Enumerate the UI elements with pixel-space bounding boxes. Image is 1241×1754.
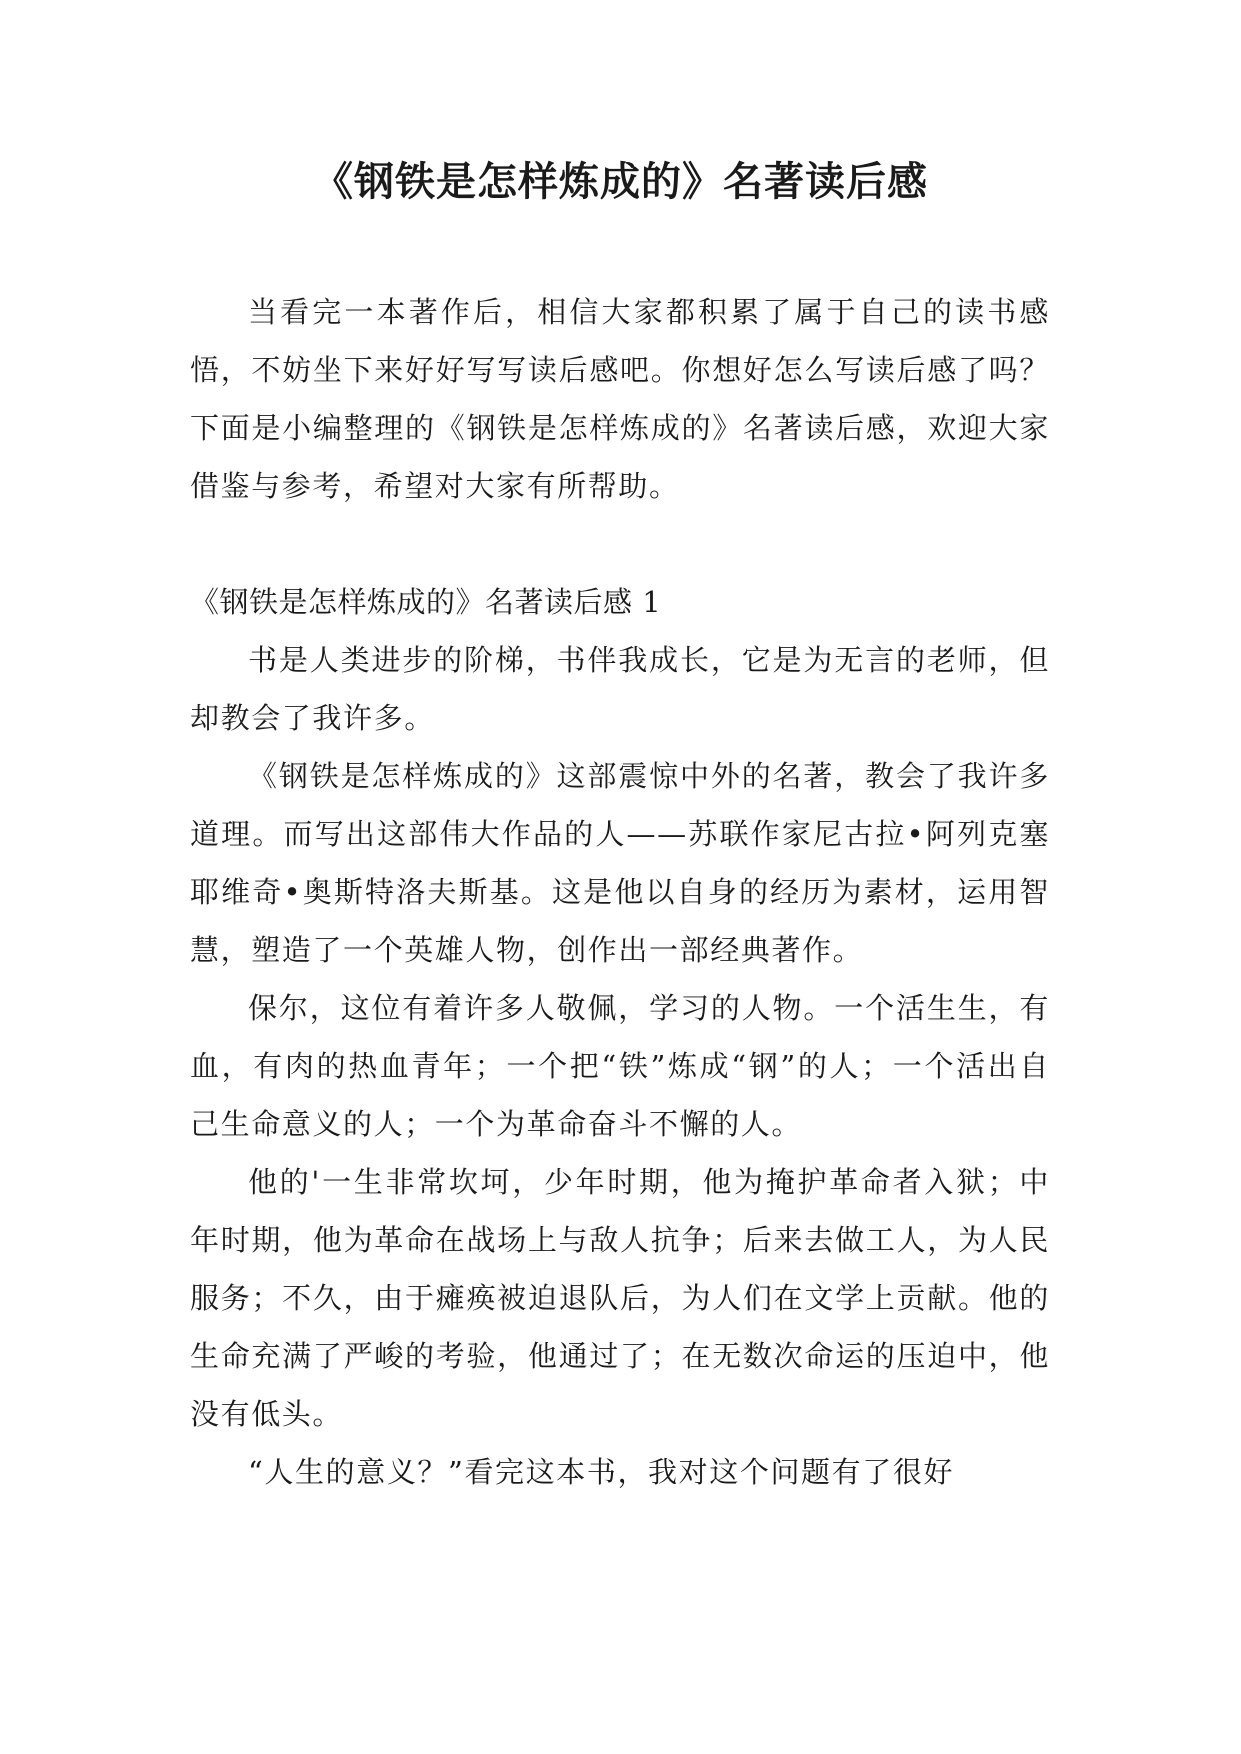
paragraph: 他的'一生非常坎坷，少年时期，他为掩护革命者入狱；中年时期，他为革命在战场上与敌人抗争；后来去做工人，为人民服务；不久，由于瘫痪被迫退队后，为人们在文学上贡献。他的生命充满了严峻的考验，他通过了；在无数次命运的压迫中，他没有低头。 (190, 1165, 1050, 1431)
paragraph: 保尔，这位有着许多人敬佩，学习的人物。一个活生生，有血，有肉的热血青年；一个把“铁”炼成“钢”的人；一个活出自己生命意义的人；一个为革命奋斗不懈的人。 (190, 991, 1050, 1141)
paragraph: 《钢铁是怎样炼成的》这部震惊中外的名著，教会了我许多道理。而写出这部伟大作品的人——苏联作家尼古拉•阿列克塞耶维奇•奥斯特洛夫斯基。这是他以自身的经历为素材，运用智慧，塑造了一个英雄人物，创作出一部经典著作。 (190, 759, 1050, 967)
section-heading: 《钢铁是怎样炼成的》名著读后感 1 (190, 585, 662, 619)
intro-paragraph: 当看完一本著作后，相信大家都积累了属于自己的读书感悟，不妨坐下来好好写写读后感吧。你想好怎么写读后感了吗？下面是小编整理的《钢铁是怎样炼成的》名著读后感，欢迎大家借鉴与参考，希望对大家有所帮助。 (190, 295, 1050, 503)
document-body (190, 283, 1050, 1501)
paragraph: “人生的意义？”看完这本书，我对这个问题有了很好 (248, 1455, 955, 1489)
document-title: 《钢铁是怎样炼成的》名著读后感 (313, 159, 928, 205)
paragraph: 书是人类进步的阶梯，书伴我成长，它是为无言的老师，但却教会了我许多。 (190, 643, 1050, 735)
